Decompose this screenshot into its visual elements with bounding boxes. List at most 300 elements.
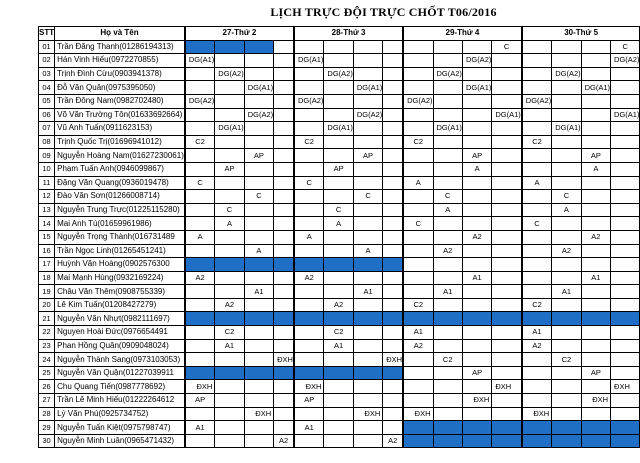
shift-cell [294,407,324,421]
shift-cell [611,122,640,136]
shift-cell [611,81,640,95]
shift-cell [552,135,581,149]
shift-cell: A1 [433,285,462,299]
shift-cell [215,94,244,108]
shift-cell [522,149,552,163]
member-name: Nguyễn Văn Nhựt(0982111697) [55,312,185,326]
shift-cell: DG(A1) [353,81,382,95]
table-row [39,40,640,54]
shift-cell [462,353,491,367]
shift-cell [244,54,273,68]
shift-cell [215,135,244,149]
shift-cell [492,81,522,95]
shift-cell [274,162,294,176]
table-row [39,366,640,380]
blocked-shift-cell [383,312,403,326]
shift-cell: A2 [294,271,324,285]
duty-schedule-table [38,26,640,448]
shift-cell [403,162,433,176]
shift-cell [403,108,433,122]
shift-cell [403,366,433,380]
row-number: 07 [39,122,55,136]
shift-cell [552,339,581,353]
shift-cell: AP [294,394,324,408]
blocked-shift-cell [274,258,294,272]
table-row [39,326,640,340]
shift-cell: ĐXH [244,407,273,421]
shift-cell [552,94,581,108]
shift-cell [274,326,294,340]
blocked-shift-cell [215,312,244,326]
member-name: Phạm Tuấn Anh(0946099867) [55,162,185,176]
shift-cell: DG(A2) [215,67,244,81]
shift-cell: A1 [294,421,324,435]
row-number: 27 [39,394,55,408]
shift-cell [581,407,610,421]
shift-cell [294,108,324,122]
shift-cell [552,394,581,408]
shift-cell [581,190,610,204]
shift-cell: DG(A2) [403,94,433,108]
shift-cell: ĐXH [581,394,610,408]
shift-cell: A1 [353,285,382,299]
shift-cell: AP [324,162,353,176]
shift-cell [433,230,462,244]
shift-cell [274,244,294,258]
row-number: 12 [39,190,55,204]
row-number: 18 [39,271,55,285]
shift-cell [433,162,462,176]
shift-cell [353,122,382,136]
shift-cell [552,81,581,95]
shift-cell [492,339,522,353]
shift-cell [522,162,552,176]
shift-cell [433,54,462,68]
blocked-shift-cell [433,312,462,326]
shift-cell [433,176,462,190]
member-name: Chu Quang Tiến(0987778692) [55,380,185,394]
shift-cell [462,203,491,217]
shift-cell [552,407,581,421]
member-name: Nguyễn Minh Luân(0965471432) [55,434,185,448]
shift-cell [274,380,294,394]
table-row [39,203,640,217]
shift-cell: DG(A2) [611,54,640,68]
shift-cell [492,149,522,163]
shift-cell [492,285,522,299]
shift-cell [522,271,552,285]
shift-cell [274,122,294,136]
shift-cell [552,298,581,312]
shift-cell [294,353,324,367]
blocked-shift-cell [611,434,640,448]
shift-cell: AP [244,149,273,163]
shift-cell [403,353,433,367]
shift-cell: A [185,230,215,244]
row-number: 29 [39,421,55,435]
shift-cell: C [552,190,581,204]
shift-cell [244,230,273,244]
shift-cell [462,244,491,258]
shift-cell [403,380,433,394]
row-number: 10 [39,162,55,176]
shift-cell [522,54,552,68]
shift-cell [581,108,610,122]
shift-cell [274,203,294,217]
shift-cell [185,285,215,299]
shift-cell [353,135,382,149]
shift-cell [552,54,581,68]
shift-cell [274,394,294,408]
table-row [39,244,640,258]
shift-cell [552,230,581,244]
member-name: Nguyễn Trung Trực(01225115280) [55,203,185,217]
blocked-shift-cell [403,421,433,435]
shift-cell [581,176,610,190]
member-name: Nguyễn Trọng Thành(016731489 [55,230,185,244]
shift-cell [383,380,403,394]
shift-cell [492,203,522,217]
blocked-shift-cell [611,421,640,435]
shift-cell [274,94,294,108]
shift-cell [433,94,462,108]
shift-cell [433,380,462,394]
shift-cell [611,176,640,190]
shift-cell [215,380,244,394]
shift-cell [492,94,522,108]
shift-cell [403,40,433,54]
shift-cell [353,176,382,190]
shift-cell [324,434,353,448]
shift-cell: C2 [215,326,244,340]
shift-cell [552,217,581,231]
shift-cell [552,108,581,122]
shift-cell [383,162,403,176]
shift-cell [492,258,522,272]
blocked-shift-cell [462,312,491,326]
table-row [39,54,640,68]
shift-cell [433,407,462,421]
shift-cell: A2 [522,339,552,353]
row-number: 16 [39,244,55,258]
shift-cell [185,162,215,176]
shift-cell: DG(A1) [492,108,522,122]
shift-cell: ĐXH [522,407,552,421]
shift-cell [274,67,294,81]
blocked-shift-cell [353,366,382,380]
shift-cell [353,230,382,244]
shift-cell [433,217,462,231]
shift-cell [462,176,491,190]
member-name: Đặng Văn Quang(0936019478) [55,176,185,190]
shift-cell [611,94,640,108]
shift-cell: A [433,203,462,217]
shift-cell: DG(A1) [185,54,215,68]
member-name: Nguyễn Thành Sang(0973103053) [55,353,185,367]
shift-cell [383,285,403,299]
shift-cell [433,394,462,408]
shift-cell [462,258,491,272]
shift-cell [492,326,522,340]
shift-cell: DG(A2) [353,108,382,122]
shift-cell: DG(A2) [433,67,462,81]
shift-cell: C [433,190,462,204]
row-number: 26 [39,380,55,394]
shift-cell [552,40,581,54]
shift-cell [522,244,552,258]
shift-cell [294,190,324,204]
shift-cell [383,326,403,340]
shift-cell: DG(A1) [581,81,610,95]
shift-cell: DG(A2) [462,54,491,68]
shift-cell [353,326,382,340]
shift-cell [383,54,403,68]
shift-cell [581,380,610,394]
blocked-shift-cell [581,312,610,326]
shift-cell [581,244,610,258]
shift-cell [274,149,294,163]
shift-cell [462,40,491,54]
shift-cell: C [215,203,244,217]
shift-cell: AP [185,394,215,408]
shift-cell [244,135,273,149]
shift-cell: C [353,190,382,204]
shift-cell [522,67,552,81]
shift-cell [462,94,491,108]
shift-cell [353,298,382,312]
blocked-shift-cell [294,258,324,272]
shift-cell: C2 [294,135,324,149]
shift-cell [244,434,273,448]
shift-cell [215,190,244,204]
shift-cell [215,394,244,408]
row-number: 30 [39,434,55,448]
shift-cell [215,244,244,258]
day-header-2: 28-Thứ 3 [294,27,403,41]
blocked-shift-cell [324,366,353,380]
shift-cell [324,149,353,163]
shift-cell [324,380,353,394]
shift-cell: DG(A1) [433,122,462,136]
shift-cell [274,421,294,435]
shift-cell: AP [353,149,382,163]
blocked-shift-cell [552,312,581,326]
table-row [39,353,640,367]
shift-cell: A2 [403,339,433,353]
shift-cell [353,217,382,231]
shift-cell [353,271,382,285]
shift-cell [552,271,581,285]
shift-cell [522,230,552,244]
shift-cell [492,366,522,380]
shift-cell: A2 [215,298,244,312]
shift-cell: C2 [552,353,581,367]
blocked-shift-cell [522,434,552,448]
shift-cell: DG(A2) [552,67,581,81]
shift-cell [492,135,522,149]
shift-cell [581,40,610,54]
shift-cell [433,298,462,312]
shift-cell: C2 [324,326,353,340]
table-row [39,190,640,204]
shift-cell [294,81,324,95]
shift-cell: A1 [324,339,353,353]
shift-cell: AP [581,149,610,163]
shift-cell [324,271,353,285]
blocked-shift-cell [294,366,324,380]
member-name: Trịnh Đình Cừu(0903941378) [55,67,185,81]
shift-cell: A1 [215,339,244,353]
member-name: Võ Văn Trường Tôn(01633692664) [55,108,185,122]
shift-cell [353,339,382,353]
table-row [39,135,640,149]
shift-cell [215,353,244,367]
shift-cell: A1 [185,421,215,435]
shift-cell [462,407,491,421]
row-number: 25 [39,366,55,380]
shift-cell [353,434,382,448]
shift-cell: AP [462,366,491,380]
shift-cell: C [403,217,433,231]
shift-cell [522,380,552,394]
shift-cell: A1 [403,326,433,340]
blocked-shift-cell [462,434,491,448]
shift-cell [244,271,273,285]
shift-cell: A [324,217,353,231]
shift-cell: A2 [462,230,491,244]
row-number: 04 [39,81,55,95]
shift-cell [383,407,403,421]
shift-cell [185,203,215,217]
shift-cell [522,122,552,136]
table-row [39,298,640,312]
shift-cell [611,366,640,380]
shift-cell [403,230,433,244]
blocked-shift-cell [185,40,215,54]
shift-cell [383,40,403,54]
shift-cell [383,298,403,312]
member-name: Nguyễn Văn Quận(01227039911 [55,366,185,380]
blocked-shift-cell [244,40,273,54]
table-row [39,94,640,108]
shift-cell [581,122,610,136]
shift-cell: AP [215,162,244,176]
shift-cell [581,54,610,68]
shift-cell [383,149,403,163]
shift-cell: DG(A1) [244,81,273,95]
shift-cell [294,244,324,258]
member-name: Trịnh Quốc Trị(01696941012) [55,135,185,149]
shift-cell [492,162,522,176]
blocked-shift-cell [581,434,610,448]
stt-header: STT [39,27,55,41]
shift-cell [581,353,610,367]
blocked-shift-cell [215,258,244,272]
table-row [39,258,640,272]
table-row [39,421,640,435]
member-name: Lý Văn Phú(0925734752) [55,407,185,421]
shift-cell: A1 [522,326,552,340]
shift-cell [492,122,522,136]
table-row [39,230,640,244]
blocked-shift-cell [324,258,353,272]
shift-cell [274,54,294,68]
blocked-shift-cell [462,421,491,435]
blocked-shift-cell [492,312,522,326]
shift-cell [274,298,294,312]
shift-cell [611,162,640,176]
blocked-shift-cell [274,366,294,380]
row-number: 14 [39,217,55,231]
shift-cell [581,298,610,312]
table-row [39,81,640,95]
member-name: Huỳnh Văn Hoàng(0902576300 [55,258,185,272]
shift-cell: A1 [462,271,491,285]
shift-cell [611,258,640,272]
shift-cell [324,108,353,122]
member-name: Đỗ Văn Quân(0975395050) [55,81,185,95]
shift-cell [294,40,324,54]
shift-cell: A [403,176,433,190]
shift-cell: A [294,230,324,244]
shift-cell [611,407,640,421]
shift-cell [433,108,462,122]
shift-cell [433,81,462,95]
shift-cell [294,326,324,340]
shift-cell [274,190,294,204]
member-name: Nguyen Hoài Đức(0976654491 [55,326,185,340]
member-name: Nguyễn Tuấn Kiệt(0975798747) [55,421,185,435]
shift-cell: C [294,176,324,190]
shift-cell [244,217,273,231]
blocked-shift-cell [353,258,382,272]
shift-cell: A2 [324,298,353,312]
member-name: Hán Vinh Hiếu(0972270855) [55,54,185,68]
shift-cell: DG(A1) [294,54,324,68]
shift-cell [294,298,324,312]
shift-cell [215,54,244,68]
shift-cell [185,353,215,367]
shift-cell [552,380,581,394]
shift-cell: A1 [581,271,610,285]
shift-cell [403,54,433,68]
blocked-shift-cell [552,434,581,448]
shift-cell [581,326,610,340]
shift-cell [185,190,215,204]
shift-cell [611,285,640,299]
shift-cell [433,339,462,353]
shift-cell [522,285,552,299]
row-number: 08 [39,135,55,149]
shift-cell [274,285,294,299]
shift-cell: C [324,203,353,217]
shift-cell [244,298,273,312]
shift-cell [185,149,215,163]
shift-cell [383,94,403,108]
blocked-shift-cell [244,312,273,326]
member-name: Trần Đăng Thanh(01286194313) [55,40,185,54]
shift-cell: DG(A1) [215,122,244,136]
blocked-shift-cell [185,258,215,272]
blocked-shift-cell [215,40,244,54]
shift-cell [353,162,382,176]
shift-cell [353,421,382,435]
shift-cell [462,285,491,299]
shift-cell [403,271,433,285]
shift-cell [215,407,244,421]
blocked-shift-cell [244,258,273,272]
shift-cell [433,271,462,285]
